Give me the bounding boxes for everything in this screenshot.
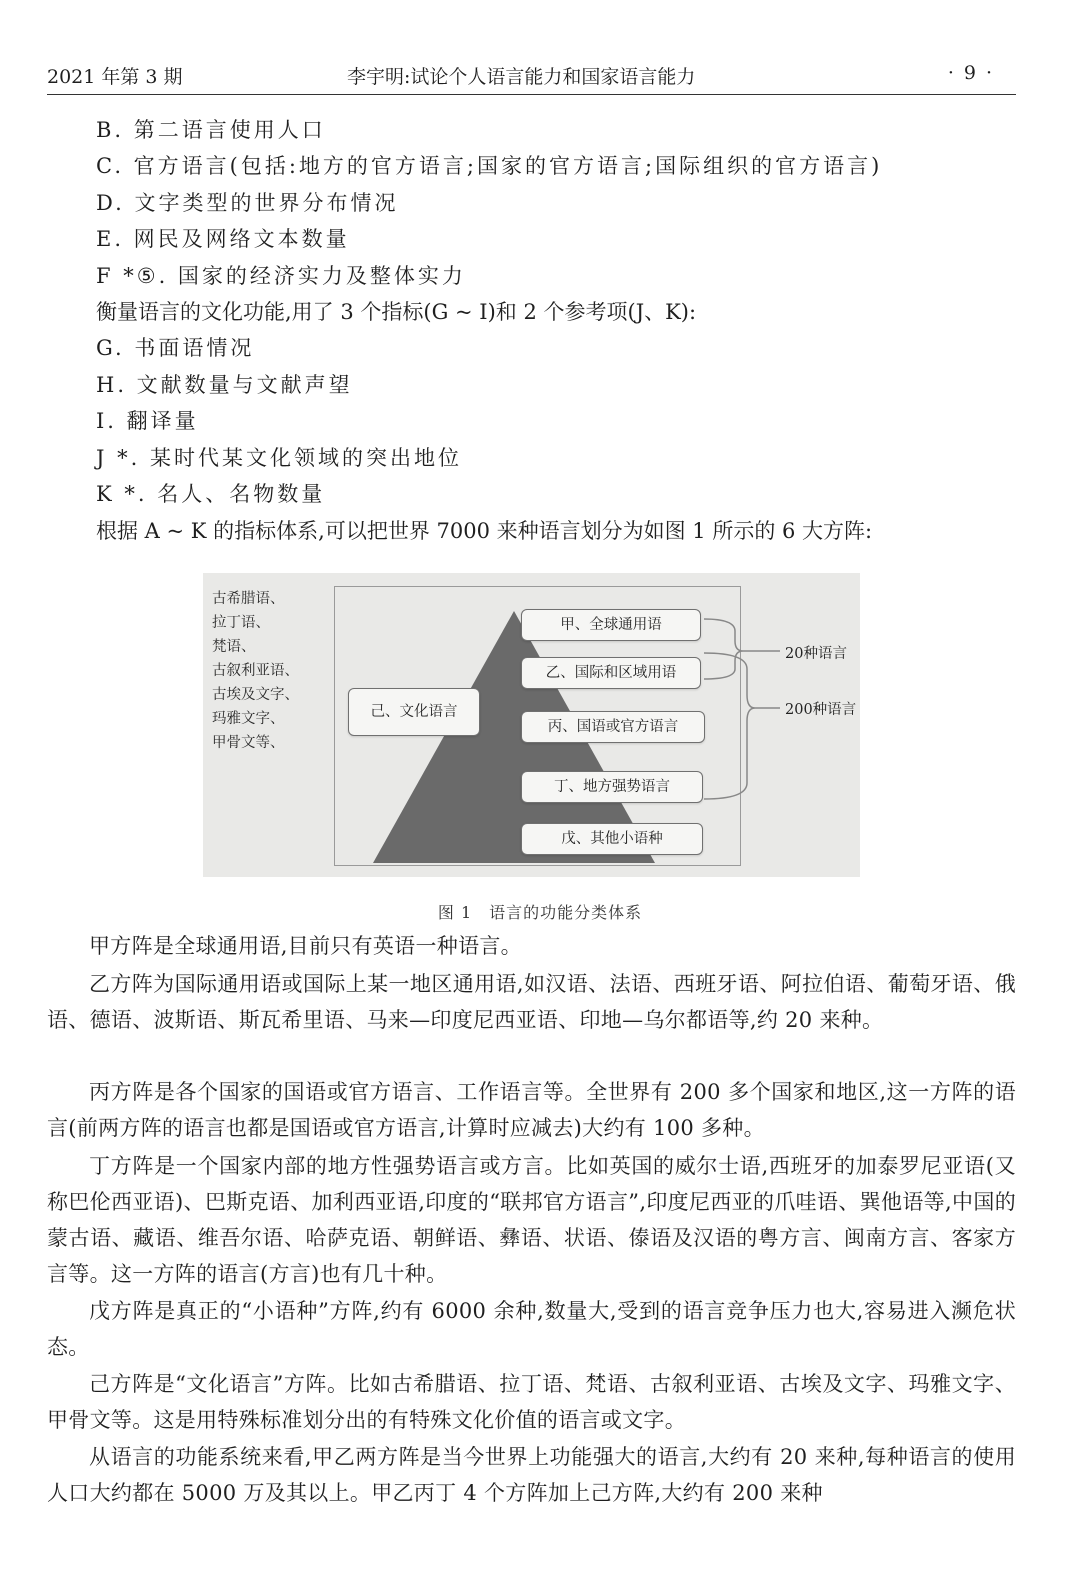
item-i: I. 翻译量	[96, 409, 199, 433]
culture-language-item: 拉丁语、	[212, 615, 270, 631]
item-d: D. 文字类型的世界分布情况	[96, 191, 399, 215]
page-number: ·9·	[947, 62, 1002, 84]
tier-local-box: 丁、地方强势语言	[521, 771, 703, 803]
paragraph-bing: 丙方阵是各个国家的国语或官方语言、工作语言等。全世界有 200 多个国家和地区,这一方阵的语言(前两方阵的语言也都是国语或官方语言,计算时应减去)大约有 100 多种。	[47, 1080, 1016, 1140]
culture-language-box: 己、文化语言	[348, 688, 480, 736]
culture-function-intro: 衡量语言的文化功能,用了 3 个指标(G ~ I)和 2 个参考项(J、K):	[96, 300, 697, 324]
item-j: J *. 某时代某文化领域的突出地位	[96, 446, 462, 470]
paragraph-jia: 甲方阵是全球通用语,目前只有英语一种语言。	[89, 934, 522, 958]
article-title: 李宇明:试论个人语言能力和国家语言能力	[347, 66, 696, 88]
culture-language-item: 古叙利亚语、	[212, 663, 299, 679]
paragraph-summary: 从语言的功能系统来看,甲乙两方阵是当今世界上功能强大的语言,大约有 20 来种,每种语言的使用人口大约都在 5000 万及其以上。甲乙丙丁 4 个方阵加上己方阵,大约有 200 来种	[47, 1445, 1016, 1505]
item-b: B. 第二语言使用人口	[96, 118, 326, 142]
culture-language-item: 玛雅文字、	[212, 711, 285, 727]
bracket-20-label: 20种语言	[785, 646, 847, 662]
item-h: H. 文献数量与文献声望	[96, 373, 353, 397]
culture-language-item: 古希腊语、	[212, 591, 285, 607]
classification-intro: 根据 A ~ K 的指标体系,可以把世界 7000 来种语言划分为如图 1 所示的 6 大方阵:	[96, 519, 873, 543]
bracket-200-label: 200种语言	[785, 702, 857, 718]
figure-language-pyramid	[203, 573, 860, 877]
culture-language-item: 梵语、	[212, 639, 256, 655]
paragraph-ding: 丁方阵是一个国家内部的地方性强势语言或方言。比如英国的威尔士语,西班牙的加泰罗尼亚语(又称巴伦西亚语)、巴斯克语、加利西亚语,印度的“联邦官方语言”,印度尼西亚的爪哇语、巽他语等,中国的蒙古语、藏语、维吾尔语、哈萨克语、朝鲜语、彝语、状语、傣语及汉语的粤方言、闽南方言、客家方言等。这一方阵的语言(方言)也有几十种。	[47, 1154, 1016, 1286]
tier-global-box: 甲、全球通用语	[521, 609, 701, 641]
item-f: F *⑤. 国家的经济实力及整体实力	[96, 264, 466, 288]
item-k: K *. 名人、名物数量	[96, 482, 326, 506]
item-c: C. 官方语言(包括:地方的官方语言;国家的官方语言;国际组织的官方语言)	[96, 154, 883, 178]
tier-minor-box: 戊、其他小语种	[521, 823, 703, 855]
item-g: G. 书面语情况	[96, 336, 255, 360]
culture-language-item: 甲骨文等、	[212, 735, 285, 751]
paragraph-yi: 乙方阵为国际通用语或国际上某一地区通用语,如汉语、法语、西班牙语、阿拉伯语、葡萄牙语、俄语、德语、波斯语、斯瓦希里语、马来—印度尼西亚语、印地—乌尔都语等,约 20 来种。	[47, 972, 1016, 1032]
paragraph-ji: 己方阵是“文化语言”方阵。比如古希腊语、拉丁语、梵语、古叙利亚语、古埃及文字、玛雅文字、甲骨文等。这是用特殊标准划分出的有特殊文化价值的语言或文字。	[47, 1372, 1016, 1432]
running-header	[47, 56, 1016, 95]
culture-language-item: 古埃及文字、	[212, 687, 299, 703]
item-e: E. 网民及网络文本数量	[96, 227, 350, 251]
tier-national-box: 丙、国语或官方语言	[521, 711, 705, 743]
grouping-brackets	[203, 573, 860, 877]
paragraph-wu: 戊方阵是真正的“小语种”方阵,约有 6000 余种,数量大,受到的语言竞争压力也大,容易进入濒危状态。	[47, 1299, 1016, 1359]
tier-regional-box: 乙、国际和区域用语	[521, 657, 701, 689]
issue-label: 2021 年第 3 期	[47, 66, 183, 88]
figure-caption: 图 1 语言的功能分类体系	[437, 903, 643, 922]
